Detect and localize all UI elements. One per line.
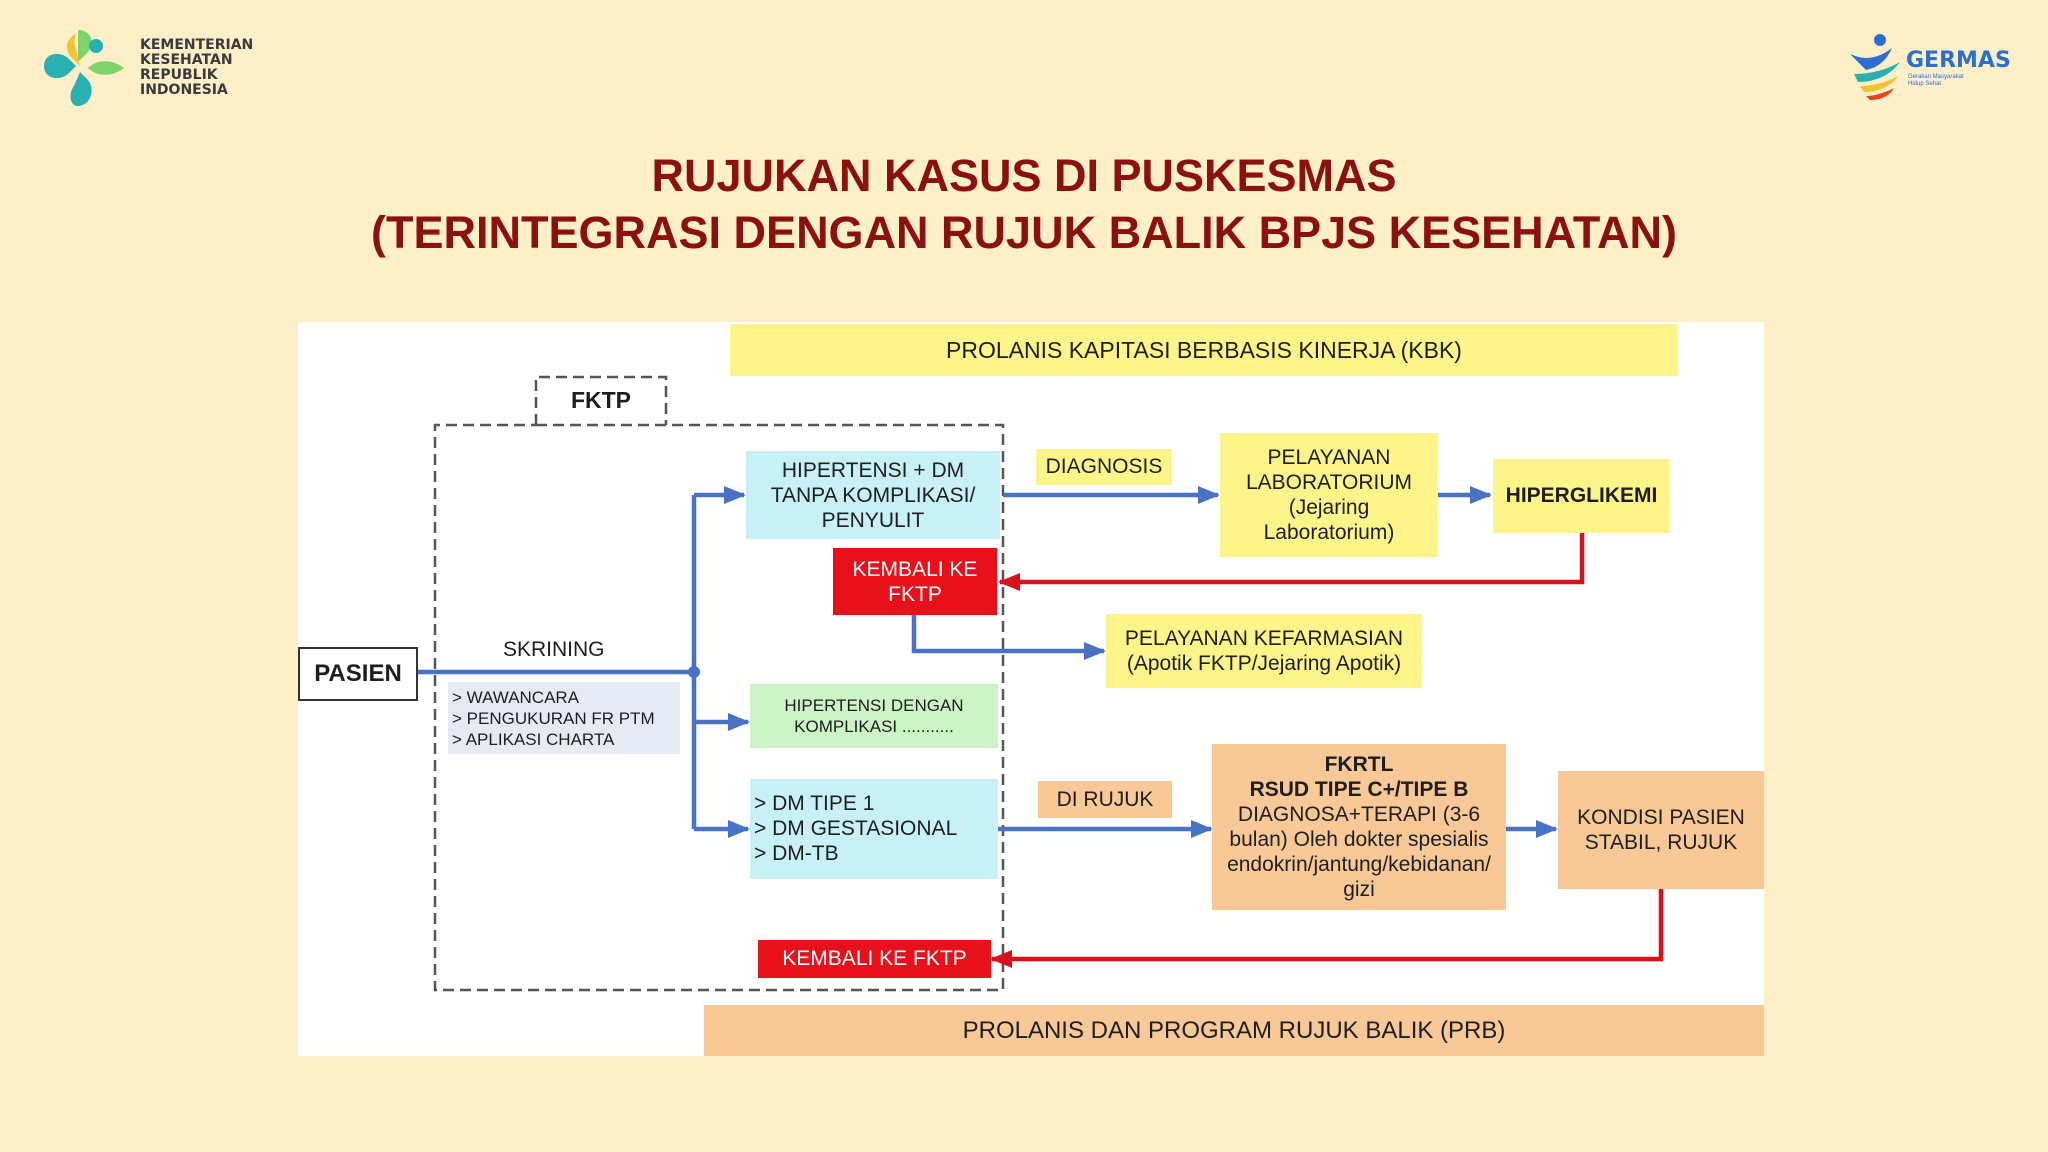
- arrow-to-kefarmasian: [914, 614, 1104, 651]
- prolanis-prb-banner: PROLANIS DAN PROGRAM RUJUK BALIK (PRB): [704, 1005, 1764, 1056]
- skrining-label: SKRINING: [503, 638, 605, 661]
- hipertensi-komplikasi-box: [750, 684, 998, 748]
- hipertensi-komplikasi-line: HIPERTENSI DENGAN: [784, 696, 964, 715]
- laboratorium-box: [1220, 433, 1438, 557]
- hipertensi-dm-line: TANPA KOMPLIKASI/: [770, 483, 976, 507]
- hiperglikemi-box: HIPERGLIKEMI: [1493, 459, 1670, 533]
- kemenkes-line-1: KEMENTERIAN: [140, 37, 254, 53]
- kembali-fktp-box-1: [833, 548, 997, 615]
- fkrtl-line: bulan) Oleh dokter spesialis: [1229, 828, 1489, 851]
- fkrtl-title: FKRTL: [1324, 753, 1394, 776]
- fkrtl-line: gizi: [1343, 878, 1375, 901]
- laboratorium-line: Laboratorium): [1263, 521, 1395, 544]
- kondisi-pasien-line: STABIL, RUJUK: [1584, 831, 1738, 854]
- germas-title: GERMAS: [1906, 48, 2011, 73]
- germas-sub-2: Hidup Sehat: [1908, 81, 1942, 87]
- junction-dot: [688, 666, 700, 678]
- kefarmasian-line: PELAYANAN KEFARMASIAN: [1124, 627, 1404, 650]
- kembali-fktp-line: FKTP: [888, 582, 942, 606]
- hipertensi-dm-box: [746, 451, 1000, 539]
- laboratorium-line: PELAYANAN: [1267, 446, 1391, 469]
- skrining-items-box: [448, 682, 680, 754]
- fkrtl-subtitle: RSUD TIPE C+/TIPE B: [1249, 778, 1469, 801]
- kemenkes-line-3: REPUBLIK: [140, 67, 218, 83]
- kondisi-pasien-line: KONDISI PASIEN: [1577, 806, 1745, 829]
- dm-types-box: [750, 779, 998, 879]
- kembali-fktp-line: KEMBALI KE: [852, 557, 978, 581]
- dirujuk-label: DI RUJUK: [1038, 781, 1172, 818]
- fkrtl-line: DIAGNOSA+TERAPI (3-6: [1237, 803, 1481, 826]
- diagnosis-label: DIAGNOSIS: [1036, 449, 1172, 485]
- kemenkes-line-4: INDONESIA: [140, 82, 228, 98]
- laboratorium-line: LABORATORIUM: [1245, 471, 1413, 494]
- kefarmasian-line: (Apotik FKTP/Jejaring Apotik): [1126, 652, 1402, 675]
- laboratorium-line: (Jejaring: [1288, 496, 1370, 519]
- page-title-line-2: (TERINTEGRASI DENGAN RUJUK BALIK BPJS KESEHATAN): [371, 207, 1677, 258]
- pasien-box: PASIEN: [298, 647, 418, 701]
- kondisi-pasien-box: [1558, 771, 1764, 889]
- dm-type-item: > DM GESTASIONAL: [754, 817, 958, 840]
- skrining-item: > WAWANCARA: [452, 688, 580, 707]
- hipertensi-komplikasi-line: KOMPLIKASI ...........: [794, 717, 954, 736]
- fkrtl-line: endokrin/jantung/kebidanan/: [1227, 853, 1491, 876]
- fktp-label: FKTP: [570, 387, 632, 413]
- kembali-fktp-box-2: KEMBALI KE FKTP: [758, 940, 991, 978]
- fkrtl-box: [1212, 744, 1506, 910]
- germas-sub-1: Gerakan Masyarakat: [1908, 74, 1964, 80]
- dm-type-item: > DM TIPE 1: [754, 792, 875, 815]
- skrining-item: > APLIKASI CHARTA: [452, 730, 615, 749]
- kemenkes-line-2: KESEHATAN: [140, 52, 233, 68]
- hipertensi-dm-line: PENYULIT: [821, 508, 925, 532]
- skrining-item: > PENGUKURAN FR PTM: [452, 709, 655, 728]
- kefarmasian-box: [1106, 614, 1422, 688]
- prolanis-kbk-banner: PROLANIS KAPITASI BERBASIS KINERJA (KBK): [730, 324, 1678, 376]
- page-title-line-1: RUJUKAN KASUS DI PUSKESMAS: [651, 150, 1397, 201]
- dm-type-item: > DM-TB: [754, 842, 839, 865]
- hipertensi-dm-line: HIPERTENSI + DM: [781, 458, 965, 482]
